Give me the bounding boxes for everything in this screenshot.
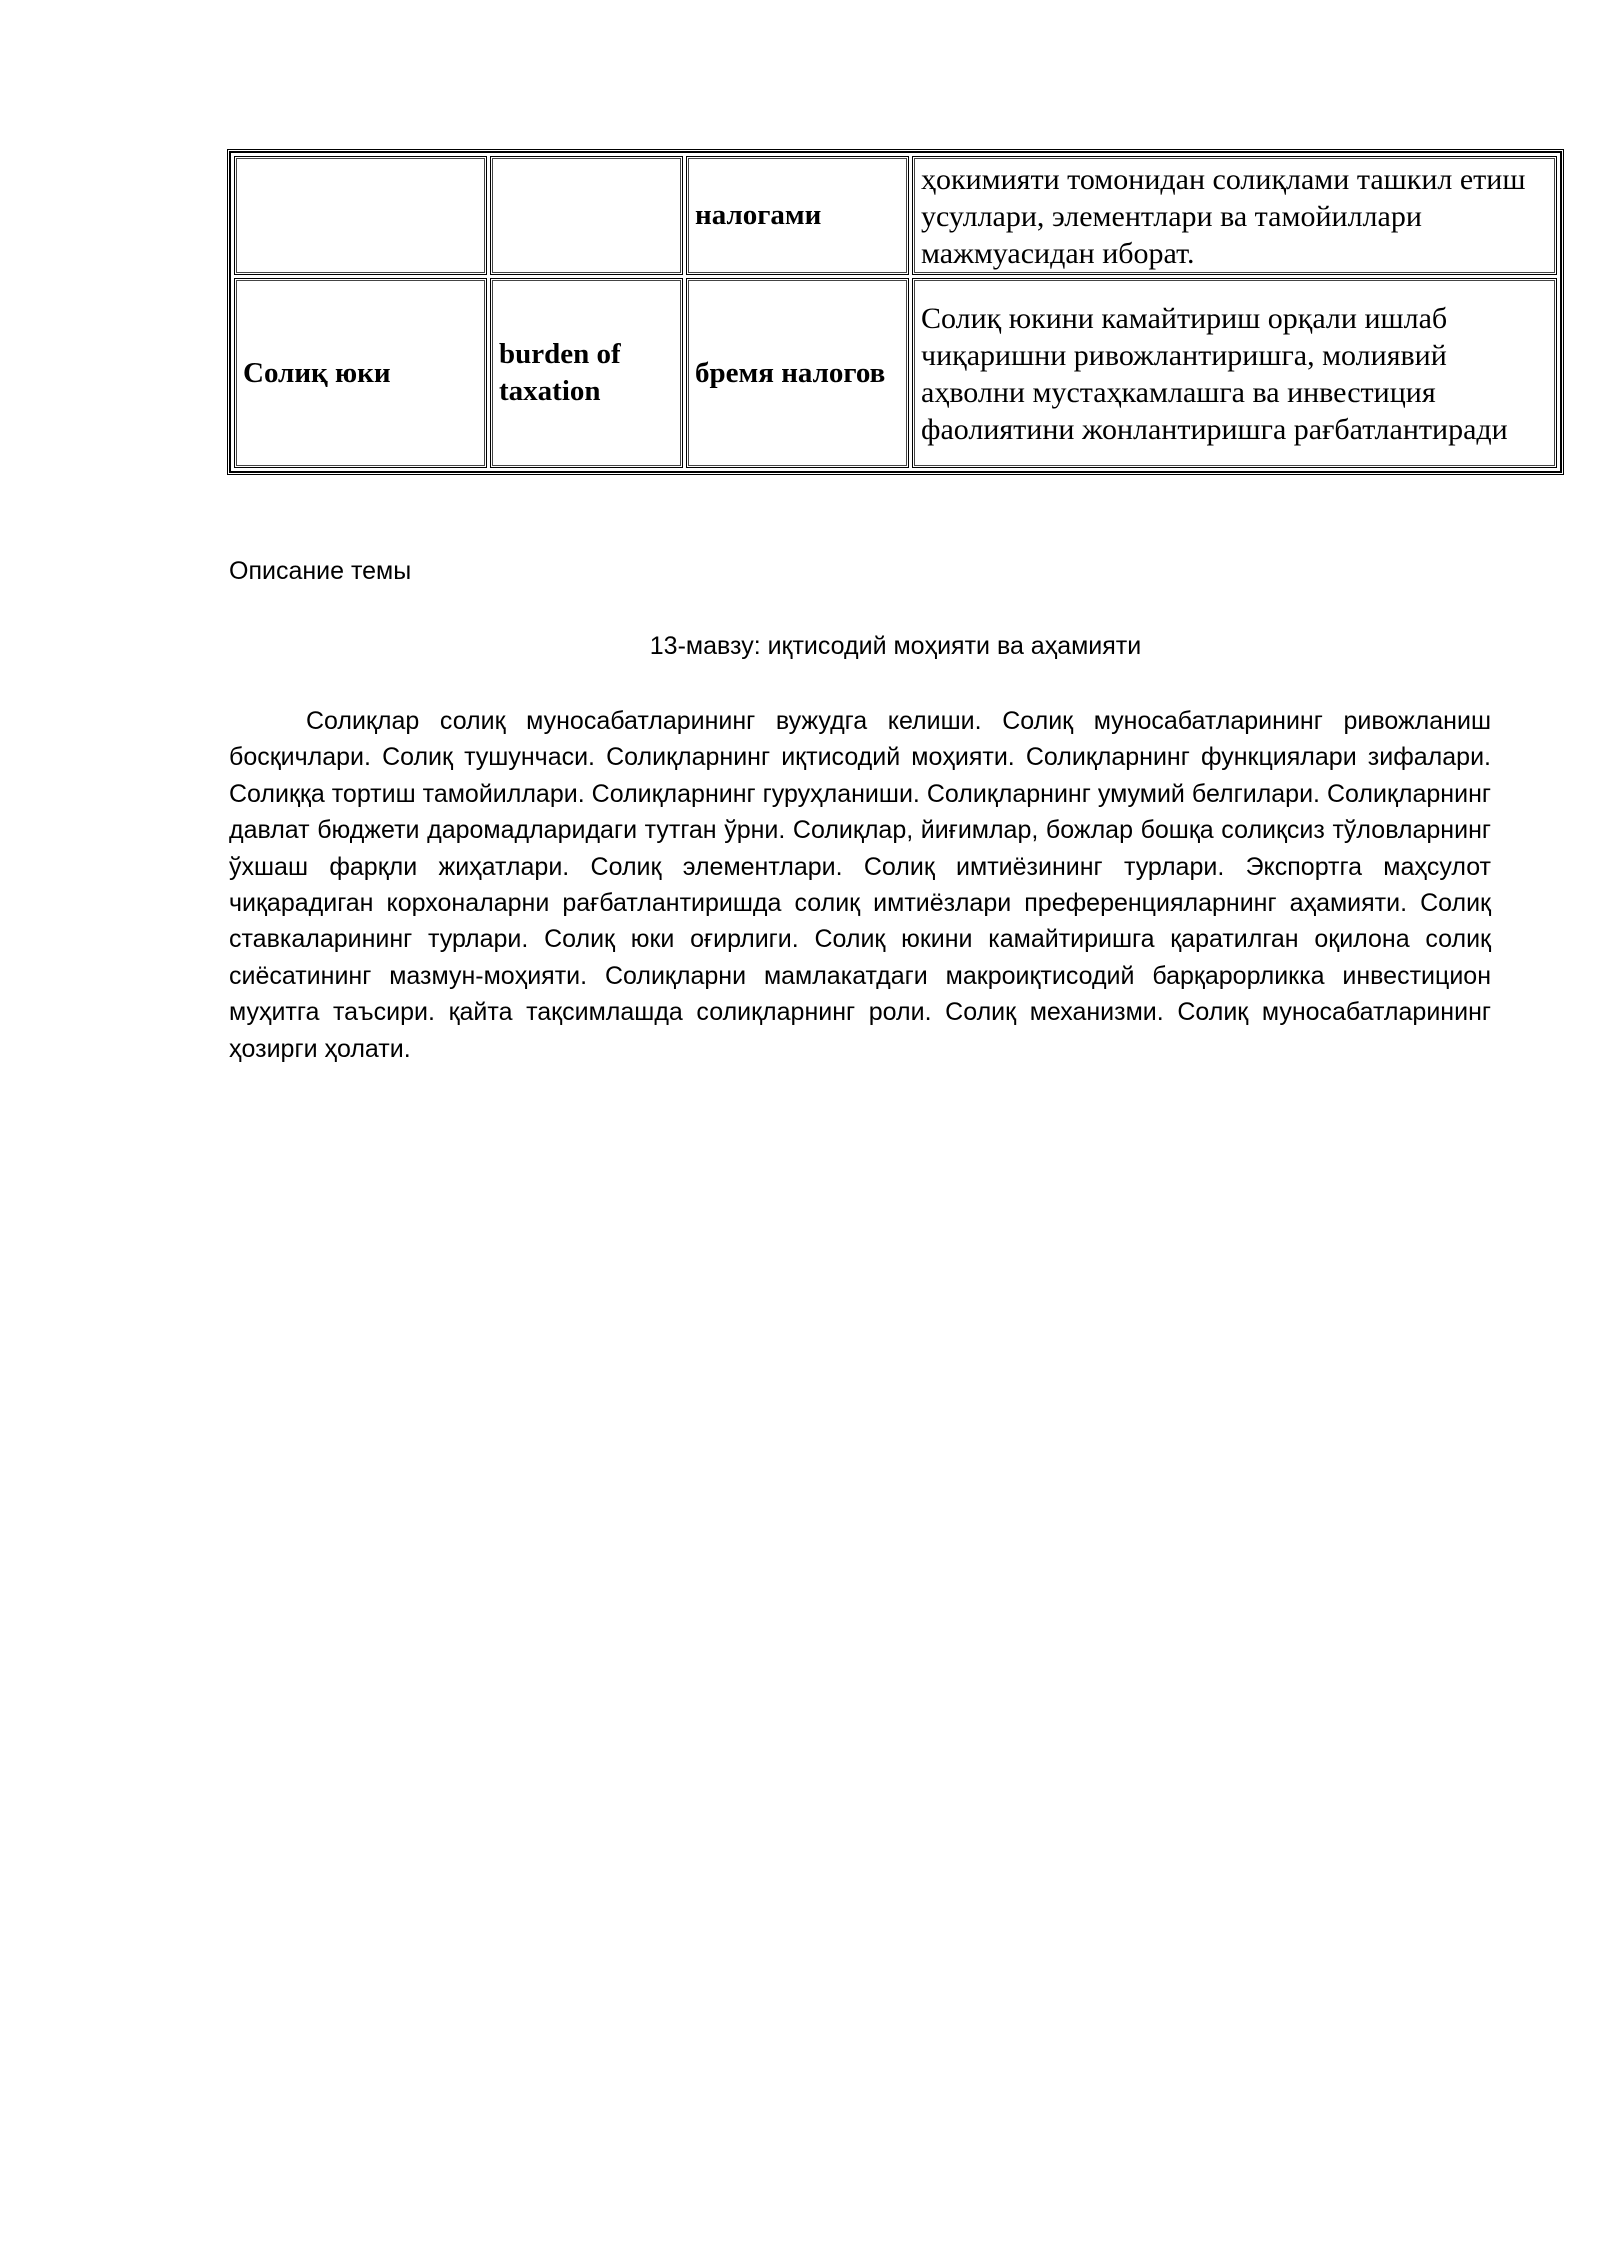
topic-title: 13-мавзу: иқтисодий моҳияти ва аҳамияти xyxy=(649,632,1142,660)
topic-description: Солиқлар солиқ муносабатларининг вужудга келиши. Солиқ муносабатларининг ривожланиш босқичлари. Солиқ тушунчаси. Солиқларнинг иқтисодий моҳияти. Солиқларнинг функциялари зифалари. Солиққа тортиш тамойиллари. Солиқларнинг гуруҳланиши. Солиқларнинг умумий белгилари. Солиқларнинг давлат бюджети даромадларидаги тутган ўрни. Солиқлар, йиғимлар, божлар бошқа солиқсиз тўловларнинг ўхшаш фарқли жиҳатлари. Солиқ элементлари. Солиқ имтиёзининг турлари. Экспортга маҳсулот чиқарадиган корхоналарни рағбатлантиришда солиқ имтиёзлари преференцияларнинг аҳамияти. Солиқ ставкаларининг турлари. Солиқ юки оғирлиги. Солиқ юкини камайтиришга қаратилган оқилона солиқ сиёсатининг мазмун-моҳияти. Солиқларни мамлакатдаги макроиқтисодий барқарорликка инвестицион муҳитга таъсири. қайта тақсимлашда солиқларнинг роли. Солиқ механизми. Солиқ муносабатларининг ҳозирги ҳолати. xyxy=(229,707,1491,1063)
term-uzbek-cell xyxy=(234,156,487,275)
term-english-cell xyxy=(490,156,683,275)
glossary-table xyxy=(229,151,1562,473)
table-row xyxy=(234,278,1557,468)
term-english-cell: burden of taxation xyxy=(490,278,683,468)
section-label: Описание темы xyxy=(229,557,412,585)
term-description-cell: ҳокимияти томонидан солиқлами ташкил етиш усуллари, элементлари ва тамойиллари мажмуасидан иборат. xyxy=(912,156,1557,275)
table-row xyxy=(234,156,1557,275)
term-description-cell: Солиқ юкини камайтириш орқали ишлаб чиқаришни ривожлантиришга, молиявий аҳволни мустаҳкамлашга ва инвестиция фаолиятини жонлантиришга рағбатлантиради xyxy=(912,278,1557,468)
term-russian-cell: налогами xyxy=(686,156,909,275)
term-uzbek-cell: Солиқ юки xyxy=(234,278,487,468)
term-russian-cell: бремя налогов xyxy=(686,278,909,468)
